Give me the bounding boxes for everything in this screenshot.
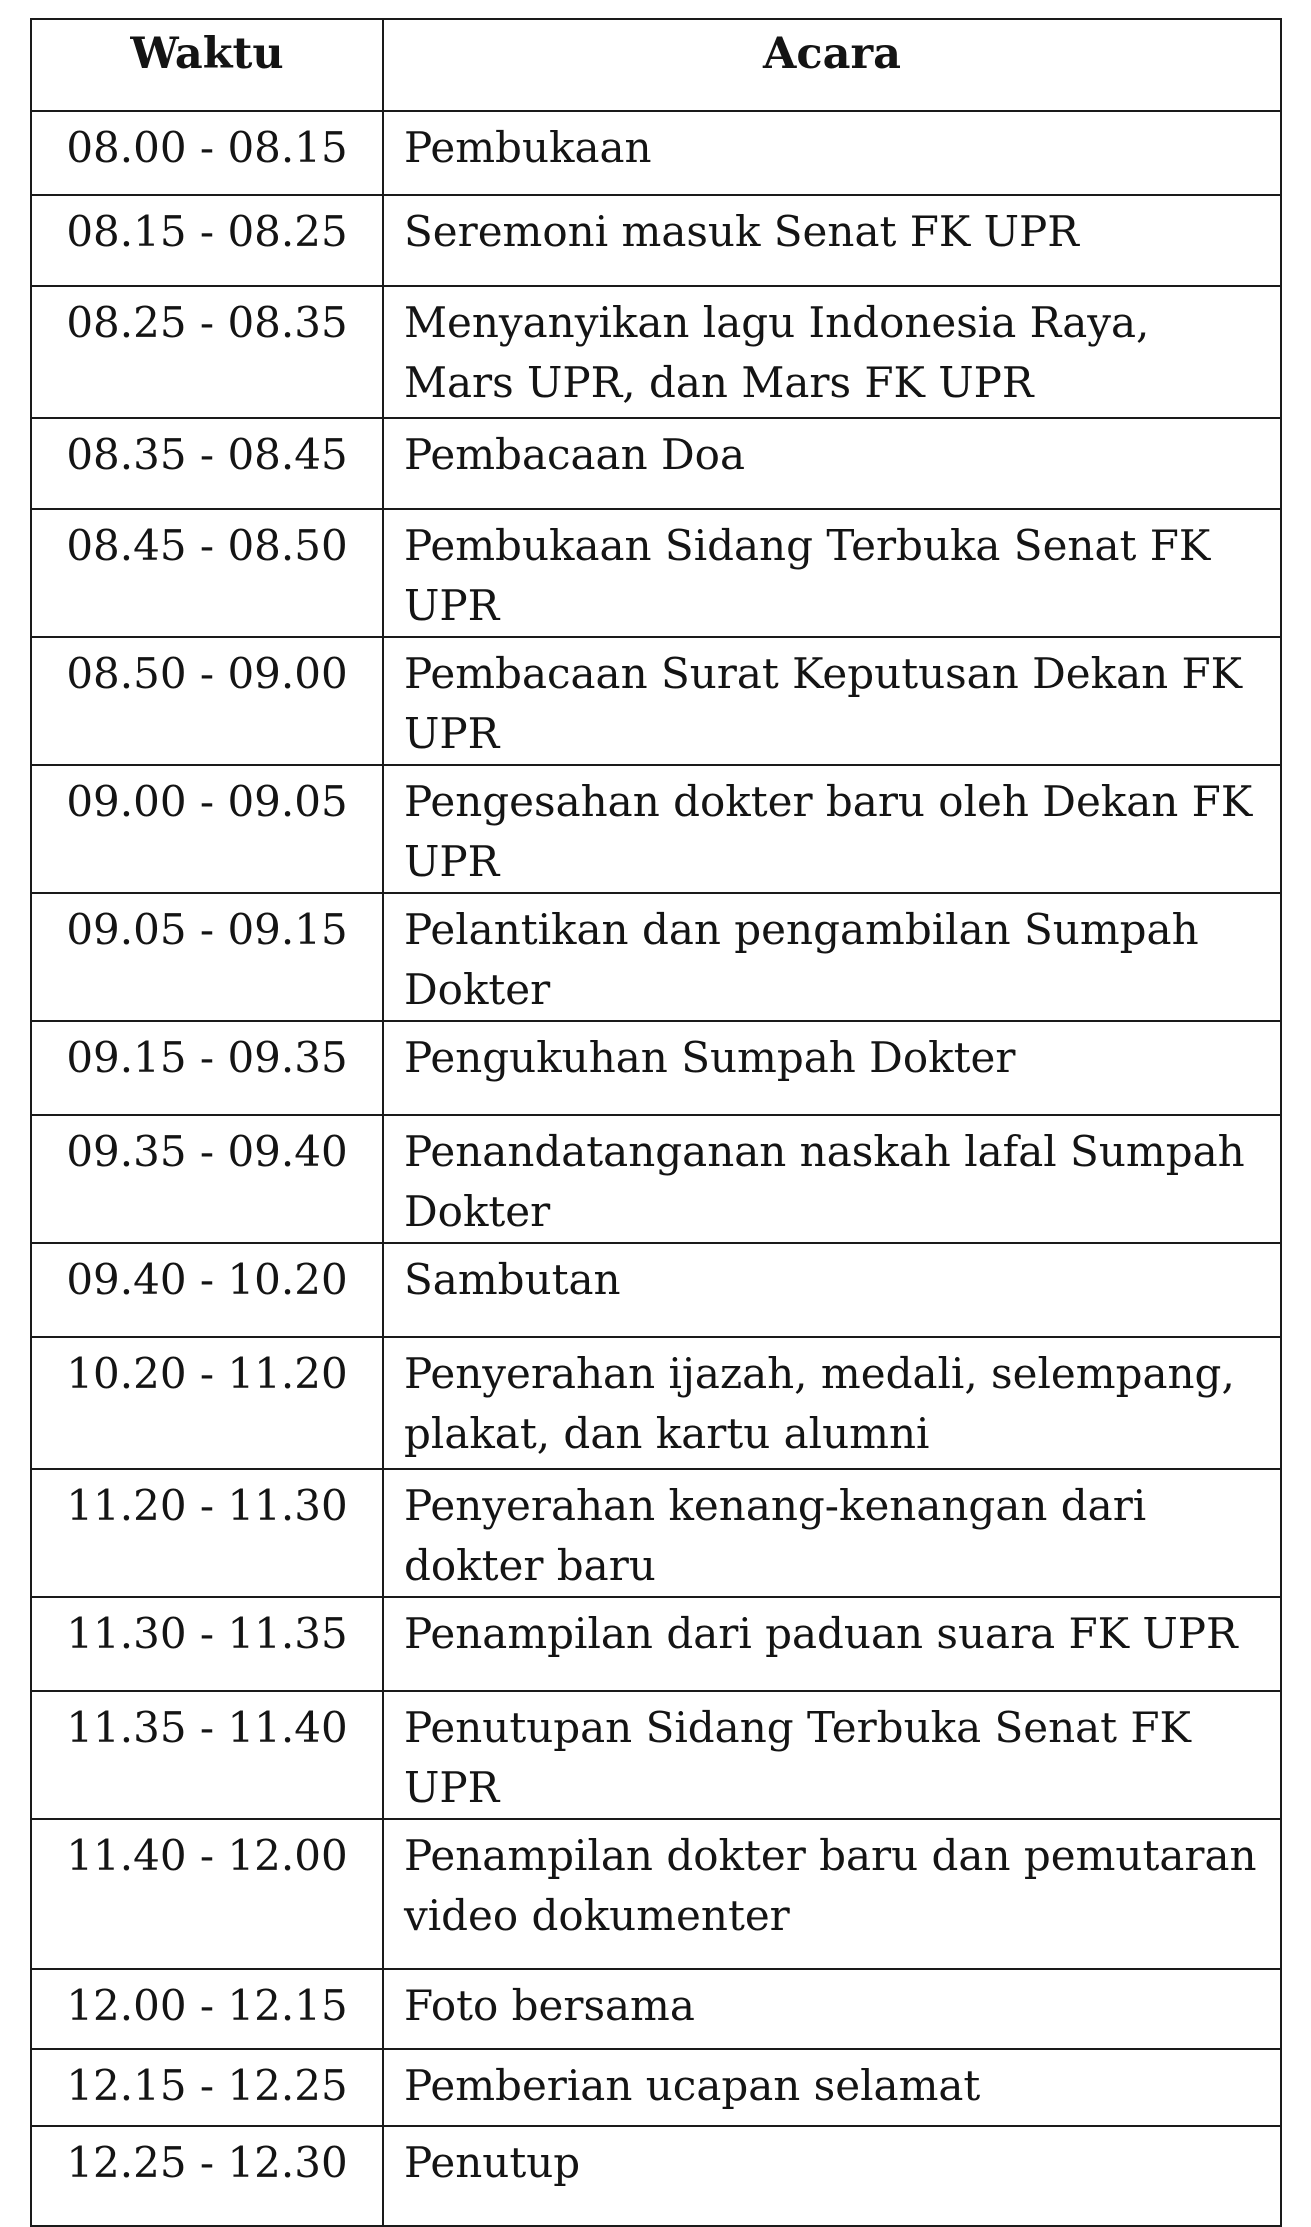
event-column-header: Acara <box>383 19 1281 111</box>
time-cell: 08.15 - 08.25 <box>31 195 383 286</box>
table-row <box>31 286 1281 418</box>
time-cell: 09.35 - 09.40 <box>31 1115 383 1243</box>
event-cell: Penyerahan ijazah, medali, selempang, plakat, dan kartu alumni <box>383 1337 1281 1469</box>
time-cell: 08.45 - 08.50 <box>31 509 383 637</box>
table-row <box>31 509 1281 637</box>
event-cell: Pemberian ucapan selamat <box>383 2049 1281 2126</box>
time-cell: 08.50 - 09.00 <box>31 637 383 765</box>
table-row <box>31 2049 1281 2126</box>
time-cell: 09.00 - 09.05 <box>31 765 383 893</box>
event-cell: Foto bersama <box>383 1969 1281 2049</box>
table-row <box>31 2126 1281 2226</box>
table-row <box>31 1337 1281 1469</box>
time-cell: 11.30 - 11.35 <box>31 1597 383 1691</box>
table-row <box>31 893 1281 1021</box>
table-row <box>31 1969 1281 2049</box>
event-cell: Menyanyikan lagu Indonesia Raya, Mars UPR, dan Mars FK UPR <box>383 286 1281 418</box>
time-cell: 11.40 - 12.00 <box>31 1819 383 1969</box>
table-row <box>31 111 1281 195</box>
time-cell: 10.20 - 11.20 <box>31 1337 383 1469</box>
table-row <box>31 1469 1281 1597</box>
table-row <box>31 1691 1281 1819</box>
time-cell: 08.00 - 08.15 <box>31 111 383 195</box>
time-cell: 09.40 - 10.20 <box>31 1243 383 1337</box>
time-cell: 08.35 - 08.45 <box>31 418 383 509</box>
event-cell: Penyerahan kenang-kenangan dari dokter baru <box>383 1469 1281 1597</box>
table-row <box>31 1243 1281 1337</box>
event-cell: Pengukuhan Sumpah Dokter <box>383 1021 1281 1115</box>
event-cell: Pembukaan <box>383 111 1281 195</box>
time-cell: 12.25 - 12.30 <box>31 2126 383 2226</box>
schedule-table <box>30 18 1282 2227</box>
event-cell: Sambutan <box>383 1243 1281 1337</box>
time-cell: 11.20 - 11.30 <box>31 1469 383 1597</box>
event-cell: Pembacaan Surat Keputusan Dekan FK UPR <box>383 637 1281 765</box>
time-cell: 08.25 - 08.35 <box>31 286 383 418</box>
event-cell: Penampilan dari paduan suara FK UPR <box>383 1597 1281 1691</box>
event-cell: Penutup <box>383 2126 1281 2226</box>
table-row <box>31 195 1281 286</box>
event-cell: Pelantikan dan pengambilan Sumpah Dokter <box>383 893 1281 1021</box>
time-column-header: Waktu <box>31 19 383 111</box>
event-cell: Seremoni masuk Senat FK UPR <box>383 195 1281 286</box>
time-cell: 09.15 - 09.35 <box>31 1021 383 1115</box>
table-row <box>31 765 1281 893</box>
table-row <box>31 637 1281 765</box>
table-row <box>31 1115 1281 1243</box>
table-row <box>31 1819 1281 1969</box>
time-cell: 09.05 - 09.15 <box>31 893 383 1021</box>
table-row <box>31 1021 1281 1115</box>
event-cell: Penutupan Sidang Terbuka Senat FK UPR <box>383 1691 1281 1819</box>
table-row <box>31 418 1281 509</box>
event-cell: Pengesahan dokter baru oleh Dekan FK UPR <box>383 765 1281 893</box>
time-cell: 11.35 - 11.40 <box>31 1691 383 1819</box>
event-cell: Penampilan dokter baru dan pemutaran video dokumenter <box>383 1819 1281 1969</box>
event-cell: Penandatanganan naskah lafal Sumpah Dokter <box>383 1115 1281 1243</box>
event-cell: Pembacaan Doa <box>383 418 1281 509</box>
header-row <box>31 19 1281 111</box>
time-cell: 12.15 - 12.25 <box>31 2049 383 2126</box>
time-cell: 12.00 - 12.15 <box>31 1969 383 2049</box>
event-cell: Pembukaan Sidang Terbuka Senat FK UPR <box>383 509 1281 637</box>
table-row <box>31 1597 1281 1691</box>
